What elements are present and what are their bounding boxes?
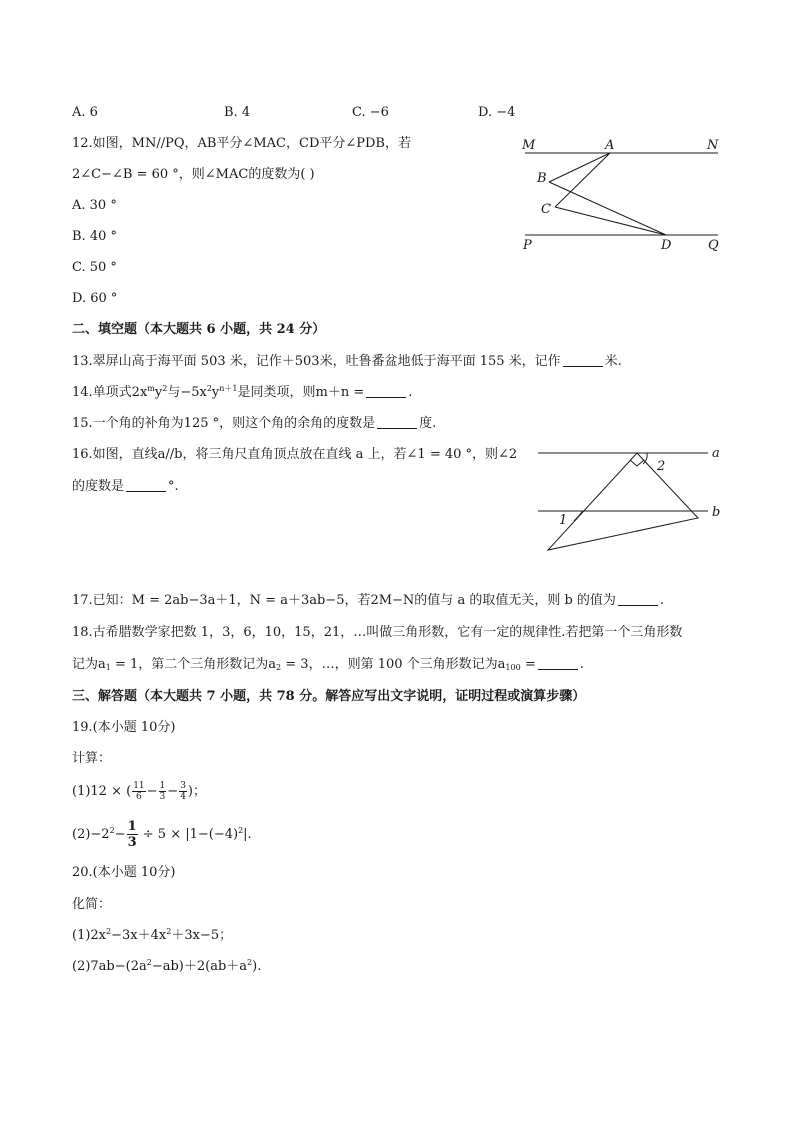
q18-line2 [72, 656, 584, 674]
q19-part2 [72, 816, 252, 854]
q13-text: 13.翠屏山高于海平面 503 米，记作＋503米，吐鲁番盆地低于海平面 155 米，记作 [72, 354, 561, 369]
q16-unit: °. [168, 479, 179, 494]
q15-unit: 度. [419, 416, 437, 431]
q18-part2: = 1，第二个三角形数记为a [110, 657, 277, 672]
q20-p2-b: −ab)＋2(ab＋a [151, 959, 248, 974]
q12-option-b: B. 40 ° [72, 229, 117, 244]
q12-line1: 12.如图，MN//PQ，AB平分∠MAC，CD平分∠PDB，若 [72, 136, 411, 151]
q14-sup4: n＋1 [219, 384, 238, 393]
q14-blank [366, 385, 406, 398]
label-p: P [523, 238, 532, 253]
label-n: N [707, 138, 719, 153]
fraction-numerator: 1 [159, 781, 166, 791]
q18-sub1: 1 [105, 663, 111, 672]
q14-end: . [408, 385, 413, 400]
q16-text: 的度数是 [72, 479, 125, 494]
label-q: Q [708, 238, 719, 253]
q19-p2-minus: − [114, 827, 126, 842]
q20-p2-c: ). [252, 959, 262, 974]
q14 [72, 384, 412, 402]
q18-blank [538, 657, 578, 670]
q20-p2-sup1: 2 [146, 958, 152, 967]
segment-ac [555, 153, 610, 207]
q20-p1-sup2: 2 [166, 927, 172, 936]
q20-p1-a: (1)2x [72, 928, 107, 943]
q15 [72, 415, 436, 433]
label-b: B [537, 171, 547, 186]
q19-p1-post: )； [187, 784, 206, 799]
fraction-3-4 [179, 781, 187, 802]
q15-blank [377, 416, 417, 429]
q20-part2 [72, 958, 261, 976]
q11-option-a: A. 6 [72, 105, 98, 120]
label-a: A [605, 138, 615, 153]
q17-blank [618, 593, 658, 606]
q13-unit: 米. [604, 354, 622, 369]
right-angle-mark [630, 460, 644, 466]
q17-text: 17.已知：M = 2ab−3a＋1，N = a＋3ab−5，若2M−N的值与 a 的取值无关，则 b 的值为 [72, 593, 616, 608]
q20-p1-b: −3x＋4x [111, 928, 167, 943]
q18-sub3: 100 [505, 663, 521, 672]
q20-instruction: 化简： [72, 897, 112, 912]
q11-option-c: C. −6 [352, 105, 389, 120]
fraction-numerator: 1 [127, 819, 137, 834]
q19-instruction: 计算： [72, 751, 112, 766]
q12-figure [515, 132, 730, 257]
q18-sub2: 2 [276, 663, 282, 672]
q20-p1-sup1: 2 [106, 927, 112, 936]
q17-end: . [659, 593, 665, 608]
fraction-1-3-bold [127, 819, 138, 850]
q20-part1 [72, 927, 232, 945]
segment-bd [549, 182, 666, 235]
q20-p2-sup2: 2 [247, 958, 253, 967]
angle-1-arc [574, 511, 583, 521]
label-angle-2: 2 [657, 459, 666, 474]
q18-line1: 18.古希腊数学家把数 1，3，6，10，15，21，…叫做三角形数，它有一定的规律性.若把第一个三角形数 [72, 625, 683, 640]
q19-p2-pre: (2)−2 [72, 827, 110, 842]
q11-option-d: D. −4 [478, 105, 516, 120]
q15-text: 15.一个角的补角为125 °，则这个角的余角的度数是 [72, 416, 376, 431]
label-angle-1: 1 [559, 513, 568, 528]
q14-part4: y [211, 385, 220, 400]
fraction-11-6 [132, 781, 145, 802]
fraction-numerator: 3 [180, 781, 186, 791]
q18-part1: 记为a [72, 657, 106, 672]
section2-title: 二、填空题（本大题共 6 小题，共 24 分） [72, 322, 326, 337]
q14-part2: y [154, 385, 163, 400]
q18-end: . [579, 657, 584, 672]
q12-option-a: A. 30 ° [72, 198, 117, 213]
fraction-1-3 [159, 781, 167, 802]
q14-part1: 14.单项式2x [72, 385, 148, 400]
q12-option-d: D. 60 ° [72, 291, 118, 306]
fraction-denominator: 4 [180, 792, 186, 802]
q19-p1-pre: (1)12 × ( [72, 784, 132, 799]
label-d: D [661, 238, 672, 253]
label-line-b: b [712, 505, 721, 520]
q16-figure [530, 440, 730, 555]
q13-blank [563, 354, 603, 367]
q11-option-b: B. 4 [224, 105, 251, 120]
q19-p2-sup2: 2 [238, 826, 244, 835]
label-m: M [522, 138, 536, 153]
q19-p2-post: |. [243, 827, 252, 842]
q16-line2 [72, 478, 179, 496]
q19-part1: (1)12 × ( $\frac{11}{6}$ − $\frac{1}{3}$ − $\frac{3}{4}$ )； [72, 781, 206, 802]
q16-line1: 16.如图，直线a//b，将三角尺直角顶点放在直线 a 上，若∠1 = 40 °，则∠2 [72, 447, 518, 462]
label-line-a: a [712, 446, 720, 461]
q18-part4: = [520, 657, 536, 672]
fraction-numerator: 11 [133, 781, 145, 791]
q14-part5: 是同类项，则m＋n = [237, 385, 365, 400]
label-c: C [541, 202, 551, 217]
fraction-denominator: 6 [136, 792, 142, 802]
fraction-denominator: 3 [159, 792, 166, 802]
section3-title: 三、解答题（本大题共 7 小题，共 78 分。解答应写出文字说明，证明过程或演算步骤） [72, 689, 586, 704]
q19-header: 19.(本小题 10分) [72, 720, 176, 735]
q18-part3: = 3，…，则第 100 个三角形数记为a [281, 657, 506, 672]
q12-option-c: C. 50 ° [72, 260, 117, 275]
q17 [72, 592, 664, 610]
set-square [548, 453, 698, 550]
q14-sup2: 2 [162, 384, 168, 393]
q20-header: 20.(本小题 10分) [72, 865, 176, 880]
segment-ab [549, 153, 610, 182]
q12-line2: 2∠C−∠B = 60 °，则∠MAC的度数为( ) [72, 167, 315, 182]
segment-cd [555, 207, 666, 235]
q19-p2-sup: 2 [109, 826, 115, 835]
q19-p2-mid: ÷ 5 × |1−(−4) [142, 827, 239, 842]
q14-sup1: m [147, 384, 155, 393]
q14-sup3: 2 [206, 384, 212, 393]
fraction-denominator: 3 [127, 835, 137, 850]
q16-blank [126, 479, 166, 492]
q20-p1-c: ＋3x−5； [171, 928, 233, 943]
q13 [72, 353, 622, 371]
angle-2-arc [643, 453, 647, 464]
q20-p2-a: (2)7ab−(2a [72, 959, 147, 974]
q14-part3: 与−5x [167, 385, 207, 400]
